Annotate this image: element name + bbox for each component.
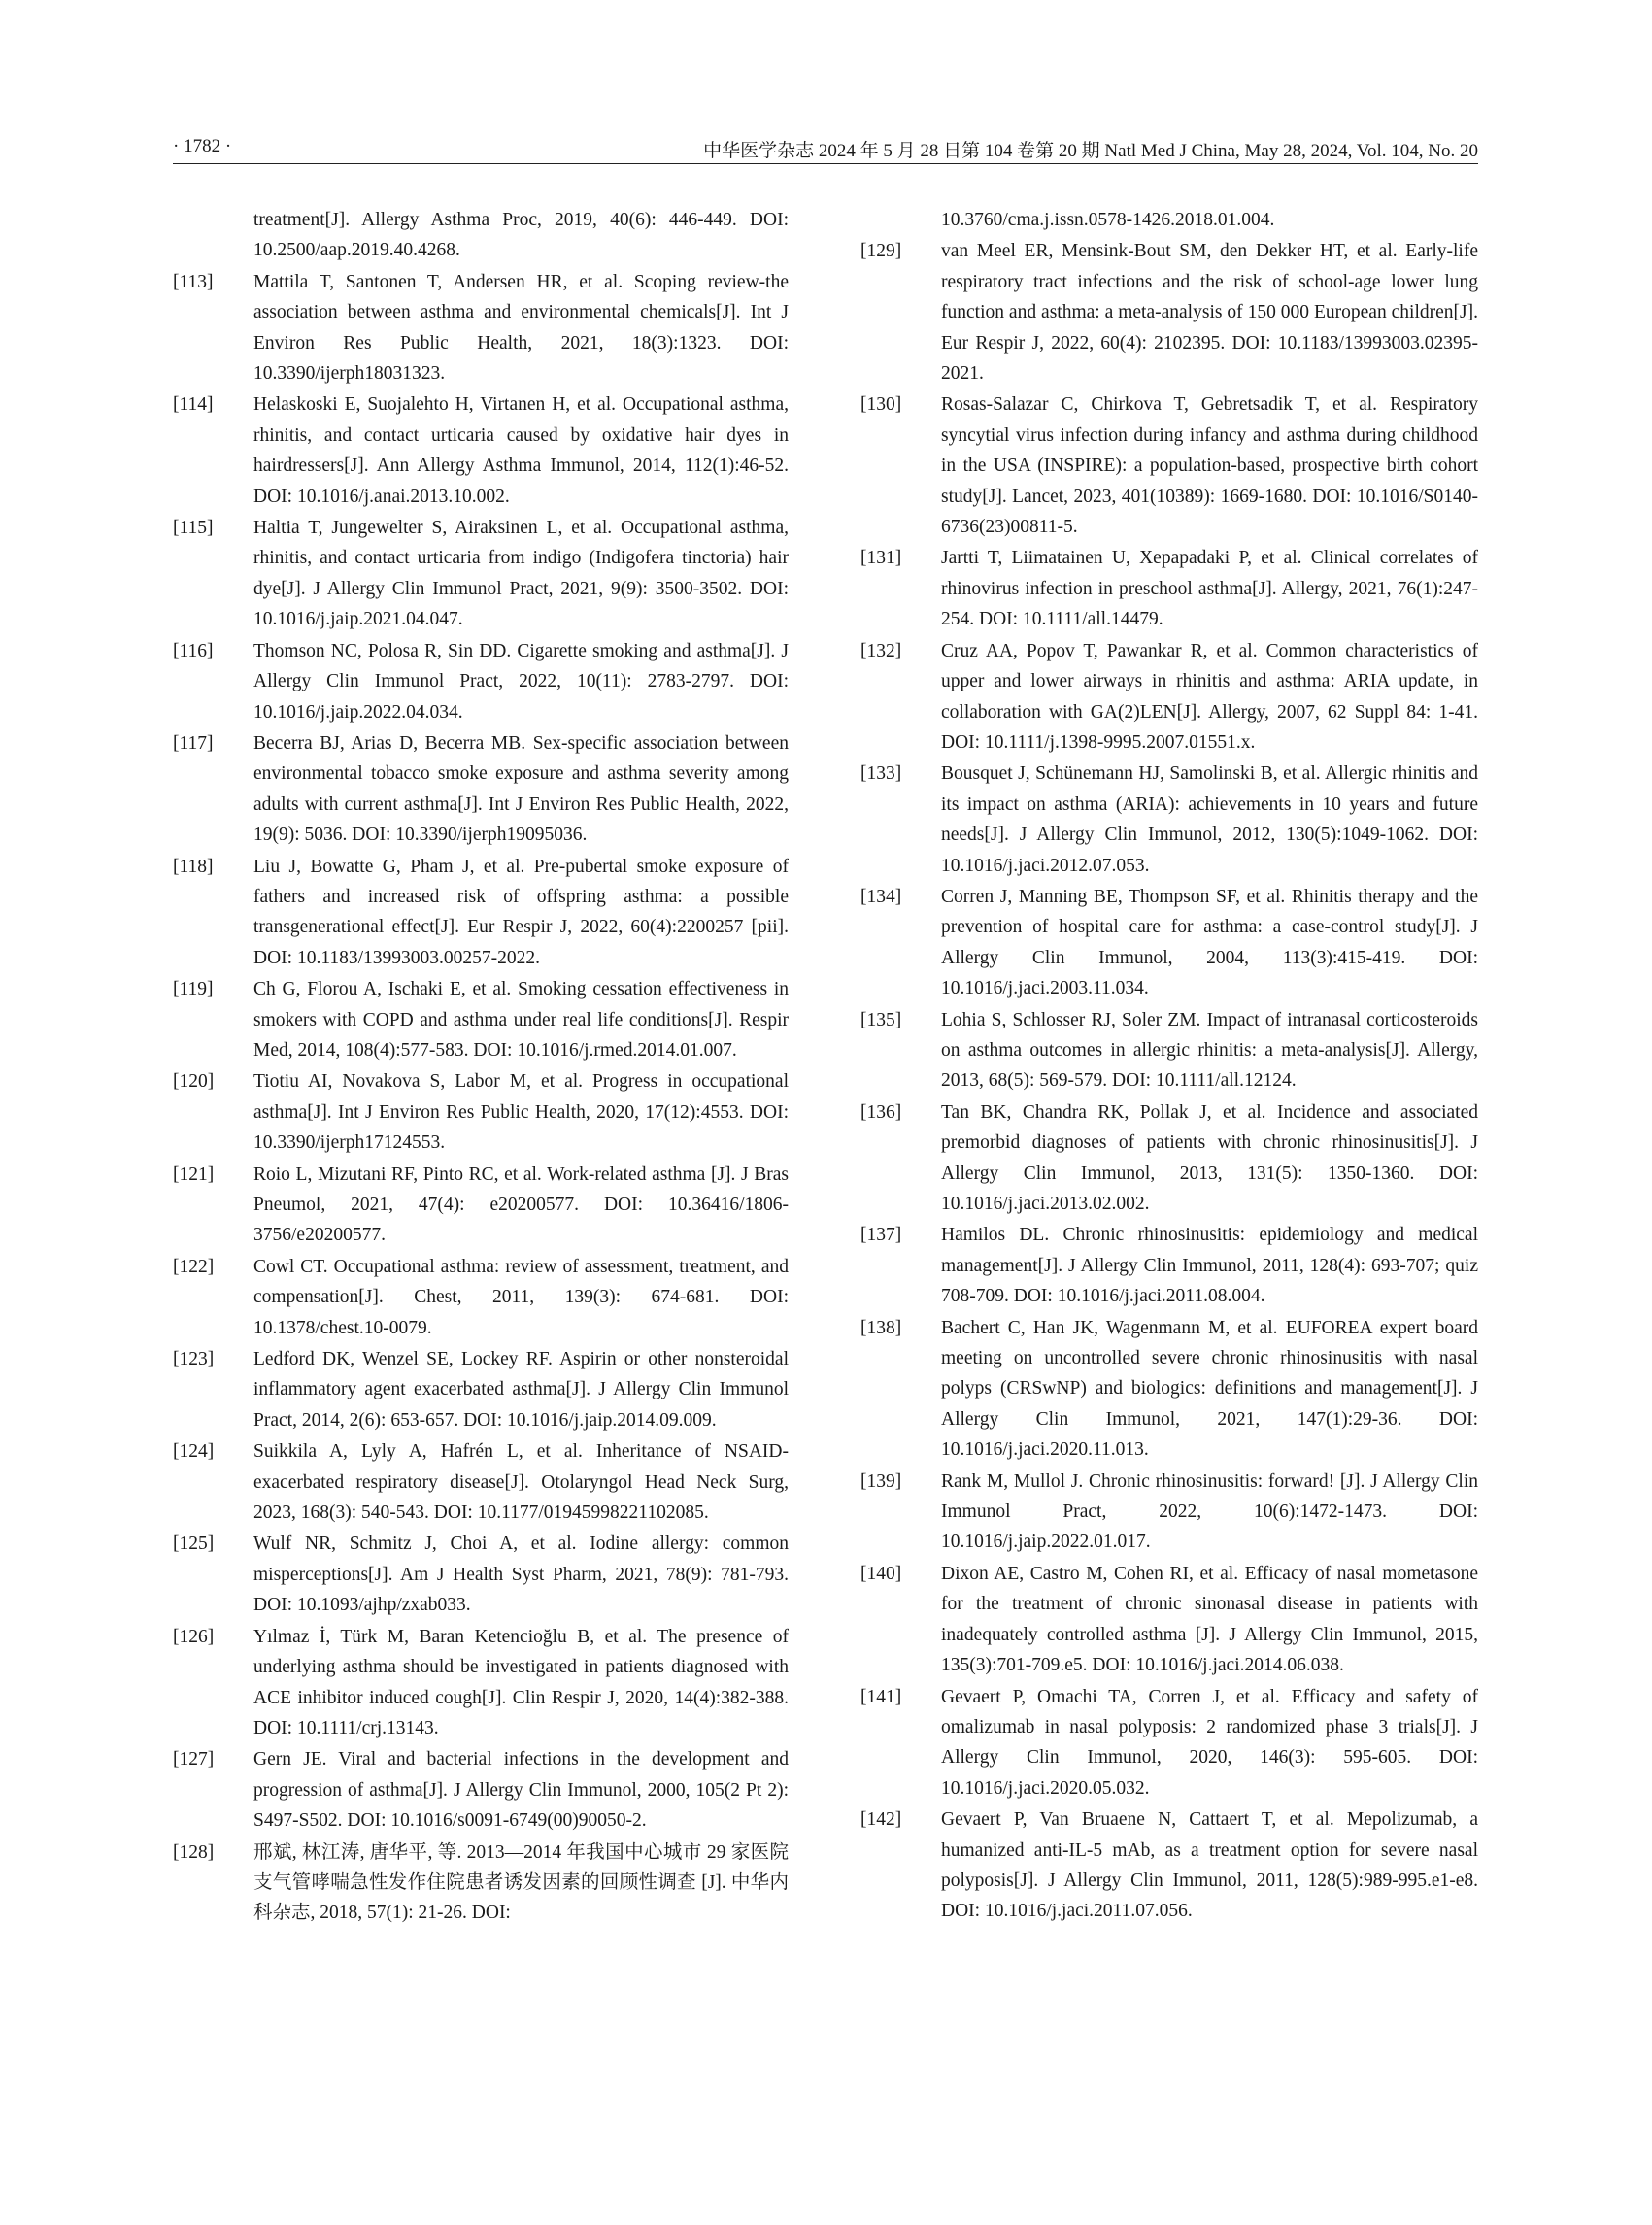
reference-text: Tiotiu AI, Novakova S, Labor M, et al. Progress in occupational asthma[J]. Int J Environ Res Public Health, 2020, 17(12):4553. DOI: 10.3390/ijerph17124553. (253, 1071, 789, 1154)
reference-text: Rosas-Salazar C, Chirkova T, Gebretsadik T, et al. Respiratory syncytial virus infection during infancy and asthma during childhood in the USA (INSPIRE): a population-based, prospective birth cohort study[J]. Lancet, 2023, 401(10389): 1669-1680. DOI: 10.1016/S0140-6736(23)00811-5. (941, 394, 1478, 538)
reference-text: van Meel ER, Mensink-Bout SM, den Dekker HT, et al. Early-life respiratory tract infections and the risk of school-age lower lung function and asthma: a meta-analysis of 150 000 European children[J]. Eur Respir J, 2022, 60(4): 2102395. DOI: 10.1183/13993003.02395-2021. (941, 241, 1478, 385)
reference-text: Becerra BJ, Arias D, Becerra MB. Sex-specific association between environmental tobacco smoke exposure and asthma severity among adults with current asthma[J]. Int J Environ Res Public Health, 2022, 19(9): 5036. DOI: 10.3390/ijerph19095036. (253, 732, 789, 846)
reference-number: [128] (173, 1841, 215, 1863)
reference-text: Rank M, Mullol J. Chronic rhinosinusitis: forward! [J]. J Allergy Clin Immunol Pract, 2022, 10(6):1472-1473. DOI: 10.1016/j.jaip.2022.01.017. (941, 1470, 1478, 1553)
reference-entry (173, 513, 789, 635)
reference-number: [137] (860, 1225, 902, 1246)
reference-number: [120] (173, 1071, 215, 1093)
reference-entry (173, 389, 789, 512)
journal-running-head: 中华医学杂志 2024 年 5 月 28 日第 104 卷第 20 期 Natl Med J China, May 28, 2024, Vol. 104, No. 20 (703, 141, 1478, 161)
reference-text: Lohia S, Schlosser RJ, Soler ZM. Impact of intranasal corticosteroids on asthma outcomes in allergic rhinitis: a meta-analysis[J]. Allergy, 2013, 68(5): 569-579. DOI: 10.1111/all.12124. (941, 1009, 1478, 1092)
reference-number: [127] (173, 1749, 215, 1770)
reference-text: Haltia T, Jungewelter S, Airaksinen L, et al. Occupational asthma, rhinitis, and contact urticaria from indigo (Indigofera tinctoria) hair dye[J]. J Allergy Clin Immunol Pract, 2021, 9(9): 3500-3502. DOI: 10.1016/j.jaip.2021.04.047. (253, 518, 789, 630)
references-left-column (173, 205, 789, 1930)
reference-number: [113] (173, 271, 214, 292)
reference-number: [115] (173, 518, 214, 539)
reference-number: [131] (860, 548, 902, 569)
reference-number: [123] (173, 1349, 215, 1370)
reference-entry (173, 852, 789, 974)
reference-number: [138] (860, 1317, 902, 1338)
reference-number: [126] (173, 1626, 215, 1647)
reference-number: [142] (860, 1809, 902, 1831)
reference-entry (860, 236, 1478, 388)
reference-entry (860, 1804, 1478, 1927)
reference-entry (860, 882, 1478, 1004)
reference-number: [114] (173, 394, 214, 416)
reference-number: [130] (860, 394, 902, 416)
reference-text: Yılmaz İ, Türk M, Baran Ketencioğlu B, et al. The presence of underlying asthma should be investigated in patients diagnosed with ACE inhibitor induced cough[J]. Clin Respir J, 2020, 14(4):382-388. DOI: 10.1111/crj.13143. (253, 1626, 789, 1738)
reference-entry (173, 1744, 789, 1836)
reference-entry (173, 1252, 789, 1343)
reference-number: [139] (860, 1470, 902, 1492)
reference-text: Ch G, Florou A, Ischaki E, et al. Smoking cessation effectiveness in smokers with COPD and asthma under real life conditions[J]. Respir Med, 2014, 108(4):577-583. DOI: 10.1016/j.rmed.2014.01.007. (253, 979, 789, 1061)
reference-text: Suikkila A, Lyly A, Hafrén L, et al. Inheritance of NSAID-exacerbated respiratory disease[J]. Otolaryngol Head Neck Surg, 2023, 168(3): 540-543. DOI: 10.1177/01945998221102085. (253, 1441, 789, 1524)
reference-number: [135] (860, 1009, 902, 1030)
reference-number: [117] (173, 732, 214, 754)
reference-entry (860, 759, 1478, 881)
reference-entry (860, 1220, 1478, 1311)
reference-text: Bousquet J, Schünemann HJ, Samolinski B, et al. Allergic rhinitis and its impact on asthma (ARIA): achievements in 10 years and future needs[J]. J Allergy Clin Immunol, 2012, 130(5):1049-1062. DOI: 10.1016/j.jaci.2012.07.053. (941, 763, 1478, 876)
reference-text: Corren J, Manning BE, Thompson SF, et al. Rhinitis therapy and the prevention of hospital care for asthma: a case-control study[J]. J Allergy Clin Immunol, 2004, 113(3):415-419. DOI: 10.1016/j.jaci.2003.11.034. (941, 886, 1478, 999)
reference-text: Ledford DK, Wenzel SE, Lockey RF. Aspirin or other nonsteroidal inflammatory agent exacerbated asthma[J]. J Allergy Clin Immunol Pract, 2014, 2(6): 653-657. DOI: 10.1016/j.jaip.2014.09.009. (253, 1349, 789, 1431)
reference-number: [119] (173, 979, 214, 1000)
reference-number: [136] (860, 1101, 902, 1123)
reference-entry (173, 1837, 789, 1929)
reference-entry (860, 636, 1478, 759)
reference-entry (860, 1005, 1478, 1096)
page-header (173, 132, 1478, 164)
reference-number: [121] (173, 1163, 215, 1185)
reference-text: Liu J, Bowatte G, Pham J, et al. Pre-pubertal smoke exposure of fathers and increased risk of offspring asthma: a possible transgenerational effect[J]. Eur Respir J, 2022, 60(4):2200257 [pii]. DOI: 10.1183/13993003.00257-2022. (253, 856, 789, 968)
reference-text: 邢斌, 林江涛, 唐华平, 等. 2013—2014 年我国中心城市 29 家医院支气管哮喘急性发作住院患者诱发因素的回顾性调查 [J]. 中华内科杂志, 2018, 57(1): 21-26. DOI: (253, 1841, 789, 1924)
reference-text: Gevaert P, Omachi TA, Corren J, et al. Efficacy and safety of omalizumab in nasal polyposis: 2 randomized phase 3 trials[J]. J Allergy Clin Immunol, 2020, 146(3): 595-605. DOI: 10.1016/j.jaci.2020.05.032. (941, 1686, 1478, 1799)
reference-entry (173, 267, 789, 389)
reference-entry (860, 1313, 1478, 1466)
reference-text: Helaskoski E, Suojalehto H, Virtanen H, et al. Occupational asthma, rhinitis, and contact urticaria caused by oxidative hair dyes in hairdressers[J]. Ann Allergy Asthma Immunol, 2014, 112(1):46-52. DOI: 10.1016/j.anai.2013.10.002. (253, 394, 789, 507)
reference-entry (860, 205, 1478, 235)
reference-entry (173, 1622, 789, 1744)
reference-entry (173, 1436, 789, 1528)
reference-entry (173, 1344, 789, 1435)
reference-entry (173, 636, 789, 727)
reference-entry (860, 1466, 1478, 1558)
reference-entry (860, 543, 1478, 634)
reference-text: Jartti T, Liimatainen U, Xepapadaki P, et al. Clinical correlates of rhinovirus infection in preschool asthma[J]. Allergy, 2021, 76(1):247-254. DOI: 10.1111/all.14479. (941, 548, 1478, 630)
reference-entry (173, 205, 789, 266)
reference-number: [141] (860, 1686, 902, 1707)
reference-number: [118] (173, 856, 214, 877)
reference-entry (860, 389, 1478, 542)
reference-text: Mattila T, Santonen T, Andersen HR, et al. Scoping review-the association between asthma and environmental chemicals[J]. Int J Environ Res Public Health, 2021, 18(3):1323. DOI: 10.3390/ijerph18031323. (253, 271, 789, 385)
reference-number: [122] (173, 1256, 215, 1277)
reference-entry (173, 728, 789, 851)
reference-text: Gevaert P, Van Bruaene N, Cattaert T, et al. Mepolizumab, a humanized anti-IL-5 mAb, as a treatment option for severe nasal polyposis[J]. J Allergy Clin Immunol, 2011, 128(5):989-995.e1-e8. DOI: 10.1016/j.jaci.2011.07.056. (941, 1809, 1478, 1922)
reference-text: treatment[J]. Allergy Asthma Proc, 2019, 40(6): 446-449. DOI: 10.2500/aap.2019.40.4268. (253, 210, 789, 261)
reference-entry (860, 1682, 1478, 1804)
reference-number: [125] (173, 1534, 215, 1555)
page-number: · 1782 · (173, 136, 232, 156)
reference-entry (860, 1097, 1478, 1220)
reference-number: [129] (860, 241, 902, 262)
reference-text: Hamilos DL. Chronic rhinosinusitis: epidemiology and medical management[J]. J Allergy Clin Immunol, 2011, 128(4): 693-707; quiz 708-709. DOI: 10.1016/j.jaci.2011.08.004. (941, 1225, 1478, 1307)
reference-entry (173, 1529, 789, 1620)
reference-entry (173, 1160, 789, 1251)
reference-number: [133] (860, 763, 902, 785)
reference-entry (173, 974, 789, 1065)
reference-text: Cowl CT. Occupational asthma: review of assessment, treatment, and compensation[J]. Chest, 2011, 139(3): 674-681. DOI: 10.1378/chest.10-0079. (253, 1256, 789, 1338)
reference-number: [124] (173, 1441, 215, 1463)
reference-entry (173, 1066, 789, 1158)
reference-number: [116] (173, 640, 214, 661)
reference-number: [140] (860, 1563, 902, 1584)
reference-text: Wulf NR, Schmitz J, Choi A, et al. Iodine allergy: common misperceptions[J]. Am J Health Syst Pharm, 2021, 78(9): 781-793. DOI: 10.1093/ajhp/zxab033. (253, 1534, 789, 1616)
reference-text: Bachert C, Han JK, Wagenmann M, et al. EUFOREA expert board meeting on uncontrolled severe chronic rhinosinusitis with nasal polyps (CRSwNP) and biologics: definitions and management[J]. J Allergy Clin Immunol, 2021, 147(1):29-36. DOI: 10.1016/j.jaci.2020.11.013. (941, 1317, 1478, 1461)
reference-text: Gern JE. Viral and bacterial infections in the development and progression of asthma[J]. J Allergy Clin Immunol, 2000, 105(2 Pt 2): S497-S502. DOI: 10.1016/s0091-6749(00)90050-2. (253, 1749, 789, 1832)
reference-entry (860, 1559, 1478, 1681)
reference-number: [134] (860, 886, 902, 907)
reference-text: Roio L, Mizutani RF, Pinto RC, et al. Work-related asthma [J]. J Bras Pneumol, 2021, 47(4): e20200577. DOI: 10.36416/1806-3756/e20200577. (253, 1163, 789, 1246)
reference-text: Cruz AA, Popov T, Pawankar R, et al. Common characteristics of upper and lower airways in rhinitis and asthma: ARIA update, in collaboration with GA(2)LEN[J]. Allergy, 2007, 62 Suppl 84: 1-41. DOI: 10.1111/j.1398-9995.2007.01551.x. (941, 640, 1478, 753)
reference-text: Tan BK, Chandra RK, Pollak J, et al. Incidence and associated premorbid diagnoses of patients with chronic rhinosinusitis[J]. J Allergy Clin Immunol, 2013, 131(5): 1350-1360. DOI: 10.1016/j.jaci.2013.02.002. (941, 1101, 1478, 1214)
reference-text: 10.3760/cma.j.issn.0578-1426.2018.01.004. (941, 210, 1275, 230)
references-right-column (860, 205, 1478, 1928)
reference-text: Dixon AE, Castro M, Cohen RI, et al. Efficacy of nasal mometasone for the treatment of chronic sinonasal disease in patients with inadequately controlled asthma [J]. J Allergy Clin Immunol, 2015, 135(3):701-709.e5. DOI: 10.1016/j.jaci.2014.06.038. (941, 1563, 1478, 1676)
reference-text: Thomson NC, Polosa R, Sin DD. Cigarette smoking and asthma[J]. J Allergy Clin Immunol Pract, 2022, 10(11): 2783-2797. DOI: 10.1016/j.jaip.2022.04.034. (253, 640, 789, 723)
reference-number: [132] (860, 640, 902, 661)
